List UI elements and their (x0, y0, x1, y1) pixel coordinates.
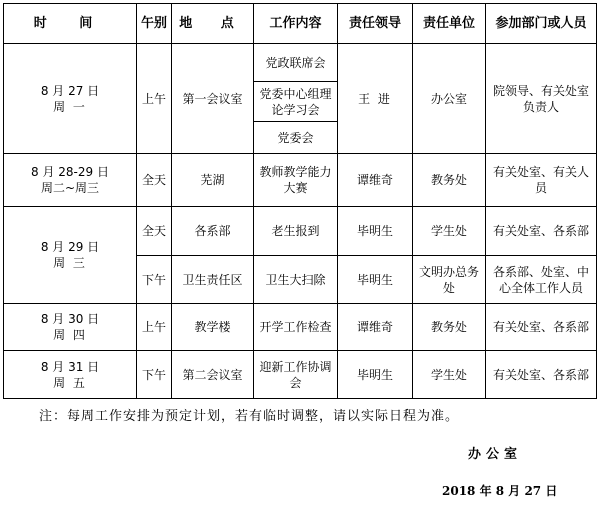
location-cell: 卫生责任区 (172, 256, 254, 304)
date-cell (4, 154, 137, 207)
leader-cell: 王 进 (338, 44, 413, 154)
content-cell: 党政联席会 (254, 44, 338, 82)
unit-cell: 文明办总务处 (413, 256, 486, 304)
header-row (4, 4, 597, 44)
weekday-text: 周二~周三 (40, 181, 100, 195)
leader-cell: 谭维奇 (338, 154, 413, 207)
header-leader: 责任领导 (338, 4, 413, 44)
table-row (4, 44, 597, 82)
issuing-office: 办公室 (468, 447, 523, 462)
date-text: 8 月 28-29 日 (31, 165, 109, 179)
participants-cell: 有关处室、各系部 (486, 351, 597, 399)
content-cell: 开学工作检查 (254, 304, 338, 351)
weekday-text: 周 一 (53, 99, 87, 114)
header-participants: 参加部门或人员 (486, 4, 597, 44)
header-content: 工作内容 (254, 4, 338, 44)
location-cell: 第一会议室 (172, 44, 254, 154)
date-cell (4, 44, 137, 154)
period-cell: 下午 (137, 256, 172, 304)
header-unit: 责任单位 (413, 4, 486, 44)
header-time: 时 间 (4, 4, 137, 44)
leader-cell: 毕明生 (338, 351, 413, 399)
date-cell (4, 351, 137, 399)
schedule-table (3, 3, 597, 399)
content-cell: 老生报到 (254, 207, 338, 256)
content-cell: 迎新工作协调会 (254, 351, 338, 399)
unit-cell: 办公室 (413, 44, 486, 154)
participants-cell: 有关处室、有关人员 (486, 154, 597, 207)
period-cell: 全天 (137, 207, 172, 256)
unit-cell: 学生处 (413, 351, 486, 399)
weekday-text: 周 三 (53, 256, 87, 270)
location-cell: 教学楼 (172, 304, 254, 351)
unit-cell: 学生处 (413, 207, 486, 256)
participants-cell: 有关处室、各系部 (486, 207, 597, 256)
content-cell: 党委会 (254, 122, 338, 154)
period-cell: 上午 (137, 304, 172, 351)
table-row (4, 351, 597, 399)
header-location: 地 点 (172, 4, 254, 44)
location-cell: 各系部 (172, 207, 254, 256)
date-text: 8 月 30 日 (40, 312, 100, 326)
participants-cell: 各系部、处室、中心全体工作人员 (486, 256, 597, 304)
date-cell (4, 304, 137, 351)
participants-cell: 院领导、有关处室负责人 (486, 44, 597, 154)
date-text: 8 月 31 日 (40, 359, 100, 374)
period-cell: 下午 (137, 351, 172, 399)
location-cell: 芜湖 (172, 154, 254, 207)
header-period: 午别 (137, 4, 172, 44)
table-row (4, 304, 597, 351)
period-cell: 上午 (137, 44, 172, 154)
weekday-text: 周 五 (53, 375, 87, 390)
location-cell: 第二会议室 (172, 351, 254, 399)
issue-date: 2018 年 8 月 27 日 (442, 484, 558, 498)
content-cell: 卫生大扫除 (254, 256, 338, 304)
date-text: 8 月 27 日 (40, 83, 100, 98)
table-row (4, 154, 597, 207)
leader-cell: 毕明生 (338, 207, 413, 256)
weekday-text: 周 四 (53, 328, 87, 342)
schedule-note: 注：每周工作安排为预定计划，若有临时调整，请以实际日程为准。 (39, 409, 460, 424)
content-cell: 教师教学能力大赛 (254, 154, 338, 207)
unit-cell: 教务处 (413, 304, 486, 351)
table-row (4, 207, 597, 256)
leader-cell: 毕明生 (338, 256, 413, 304)
content-cell: 党委中心组理论学习会 (254, 82, 338, 122)
leader-cell: 谭维奇 (338, 304, 413, 351)
date-text: 8 月 29 日 (40, 240, 100, 254)
participants-cell: 有关处室、各系部 (486, 304, 597, 351)
unit-cell: 教务处 (413, 154, 486, 207)
period-cell: 全天 (137, 154, 172, 207)
date-cell (4, 207, 137, 304)
